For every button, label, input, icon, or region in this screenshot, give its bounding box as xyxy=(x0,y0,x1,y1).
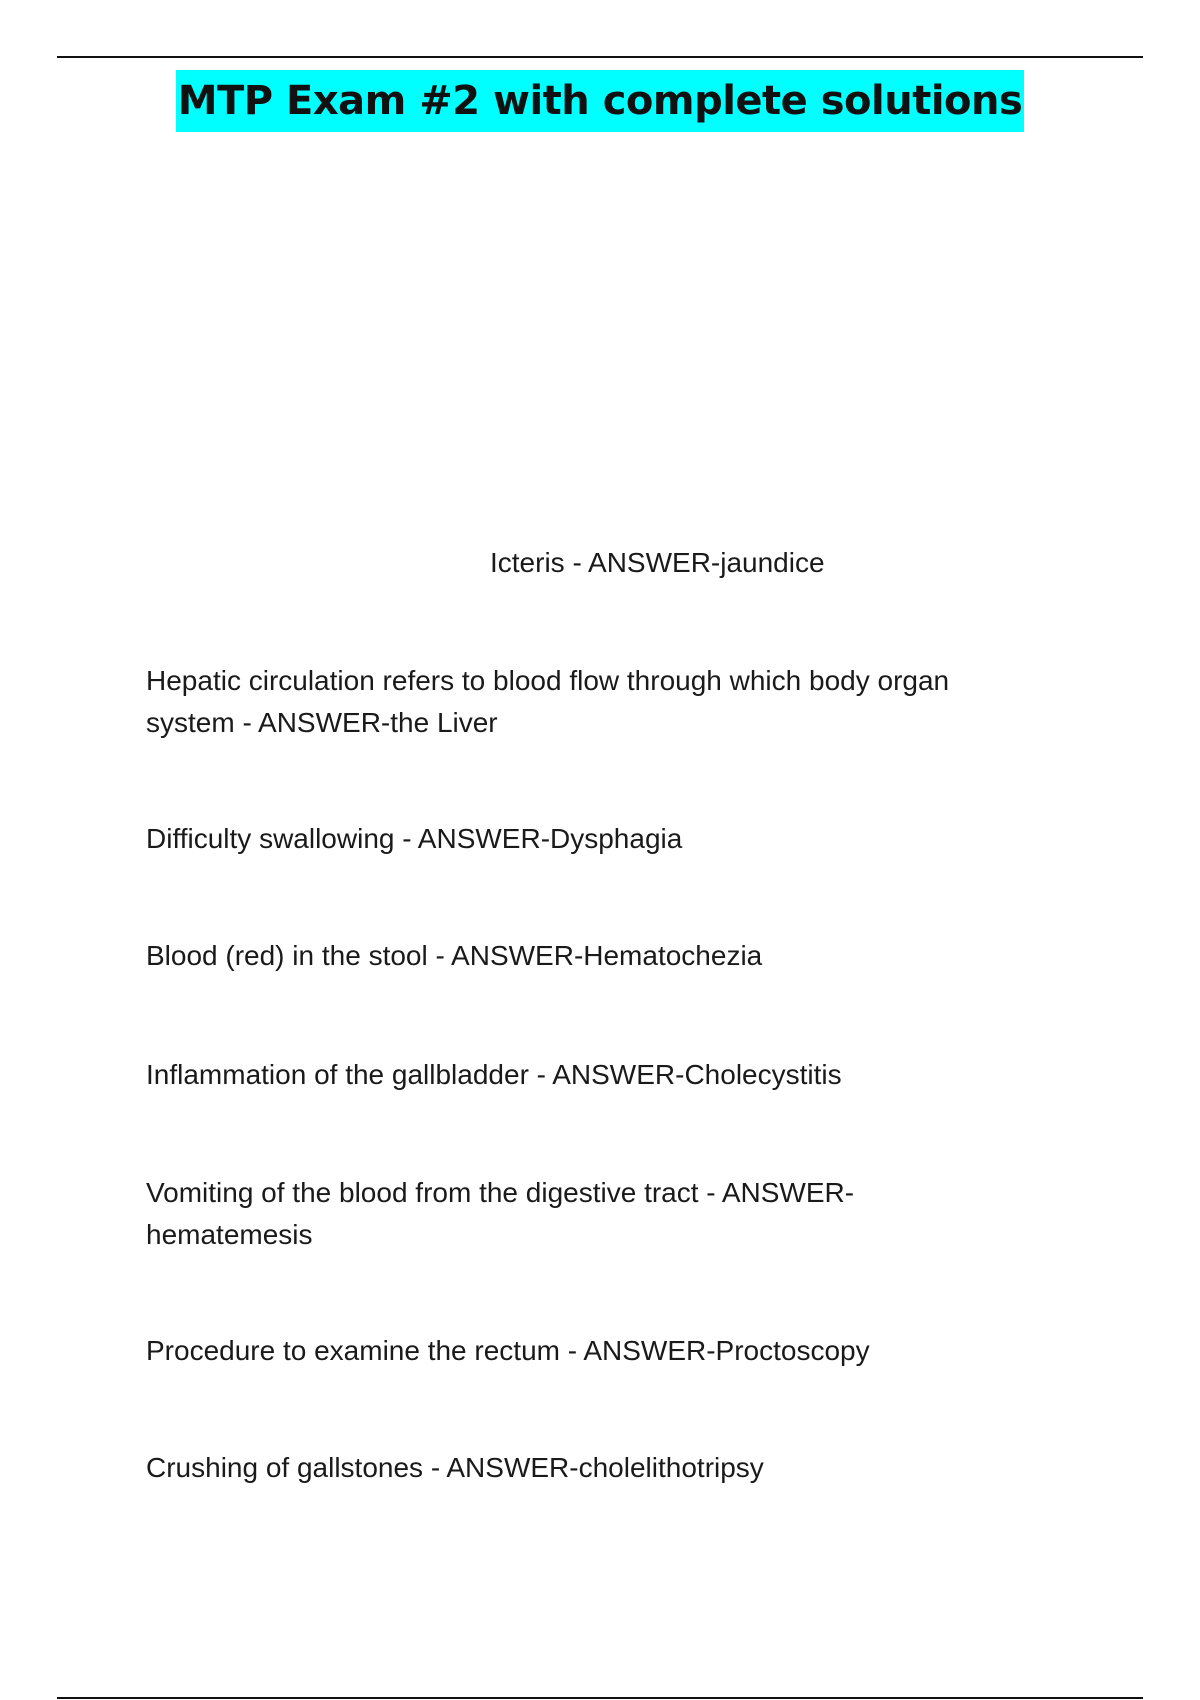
qa-item: Icteris - ANSWER-jaundice xyxy=(490,547,825,578)
qa-item: Inflammation of the gallbladder - ANSWER-Cholecystitis xyxy=(146,1059,842,1090)
qa-item: Procedure to examine the rectum - ANSWER-Proctoscopy xyxy=(146,1335,870,1366)
document-title: MTP Exam #2 with complete solutions xyxy=(176,70,1025,132)
qa-item: Blood (red) in the stool - ANSWER-Hematochezia xyxy=(146,940,763,971)
qa-item: Difficulty swallowing - ANSWER-Dysphagia xyxy=(146,823,683,854)
qa-item: Hepatic circulation refers to blood flow through which body organ system - ANSWER-the Liver xyxy=(146,665,950,738)
qa-item: Vomiting of the blood from the digestive tract - ANSWER-hematemesis xyxy=(146,1177,855,1250)
title-container xyxy=(0,70,1200,132)
qa-item: Crushing of gallstones - ANSWER-cholelithotripsy xyxy=(146,1452,764,1483)
top-rule xyxy=(57,56,1143,58)
bottom-rule xyxy=(57,1697,1143,1699)
